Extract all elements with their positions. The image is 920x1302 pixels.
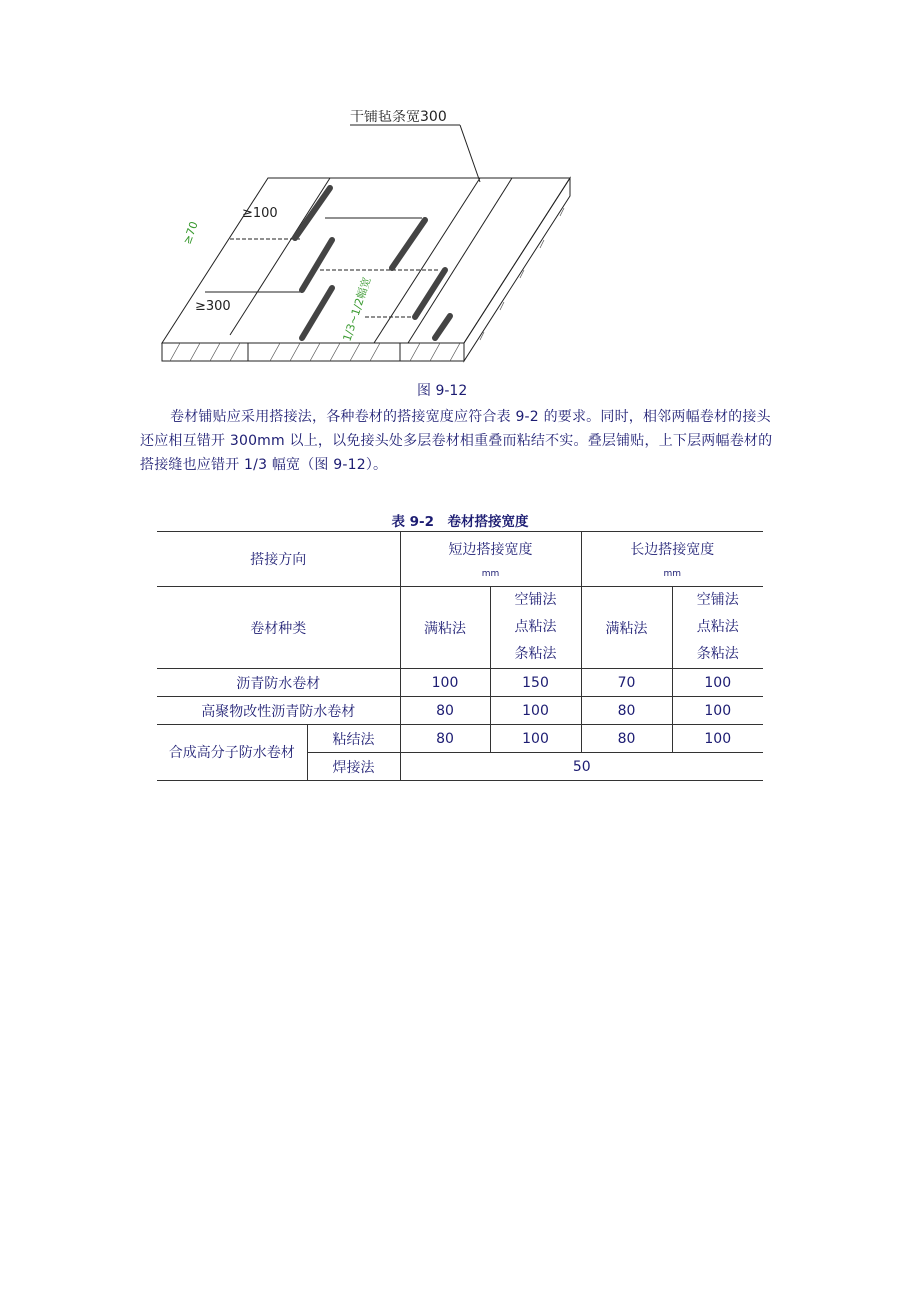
row-name: 沥青防水卷材 <box>157 669 400 697</box>
m: 点粘法 <box>514 619 557 635</box>
m: 条粘法 <box>514 646 557 662</box>
figure-caption: 图 9-12 <box>417 383 468 399</box>
cell: 50 <box>400 753 763 781</box>
cell: 100 <box>672 697 763 725</box>
cell: 100 <box>400 669 490 697</box>
cell: 100 <box>490 725 581 753</box>
cell: 80 <box>581 697 672 725</box>
label-dry-strip: 干铺毡条宽300 <box>350 110 447 125</box>
cell: 80 <box>400 725 490 753</box>
m: 条粘法 <box>696 646 739 662</box>
row-name: 高聚物改性沥青防水卷材 <box>157 697 400 725</box>
method-other <box>490 587 581 669</box>
m: 空铺法 <box>514 592 557 608</box>
header-direction: 搭接方向 <box>157 532 400 587</box>
header-type: 卷材种类 <box>157 587 400 669</box>
sub-method: 粘结法 <box>307 725 400 753</box>
header-short-edge <box>400 532 581 587</box>
short-label: 短边搭接宽度 <box>448 542 533 558</box>
method-other <box>672 587 763 669</box>
table-row <box>157 669 763 697</box>
method-full: 满粘法 <box>400 587 490 669</box>
cell: 150 <box>490 669 581 697</box>
table-title: 表 9-2 卷材搭接宽度 <box>391 514 529 530</box>
table-row <box>157 725 763 753</box>
header-long-edge <box>581 532 763 587</box>
method-full: 满粘法 <box>581 587 672 669</box>
lap-width-table <box>157 531 763 781</box>
cell: 100 <box>672 725 763 753</box>
label-ge-100: ≥100 <box>242 206 278 221</box>
label-ge-300: ≥300 <box>195 299 231 314</box>
unit: mm <box>481 569 500 579</box>
cell: 80 <box>581 725 672 753</box>
cell: 100 <box>490 697 581 725</box>
cell: 100 <box>672 669 763 697</box>
label-offset: 1/3~1/2幅宽 <box>340 275 374 343</box>
m: 点粘法 <box>696 619 739 635</box>
m: 空铺法 <box>696 592 739 608</box>
long-label: 长边搭接宽度 <box>630 542 715 558</box>
sub-method: 焊接法 <box>307 753 400 781</box>
unit: mm <box>663 569 682 579</box>
body-paragraph: 卷材铺贴应采用搭接法，各种卷材的搭接宽度应符合表 9-2 的要求。同时，相邻两幅卷材的接头还应相互错开 300mm 以上，以免接头处多层卷材相重叠而粘结不实。叠层铺贴，上下层两幅卷材的搭接缝也应错开 1/3 幅宽（图 9-12）。 <box>140 409 773 473</box>
label-ge-70: ≥70 <box>180 219 201 247</box>
cell: 70 <box>581 669 672 697</box>
row-name: 合成高分子防水卷材 <box>157 725 307 781</box>
table-row <box>157 697 763 725</box>
figure-9-12-diagram <box>150 110 590 370</box>
cell: 80 <box>400 697 490 725</box>
